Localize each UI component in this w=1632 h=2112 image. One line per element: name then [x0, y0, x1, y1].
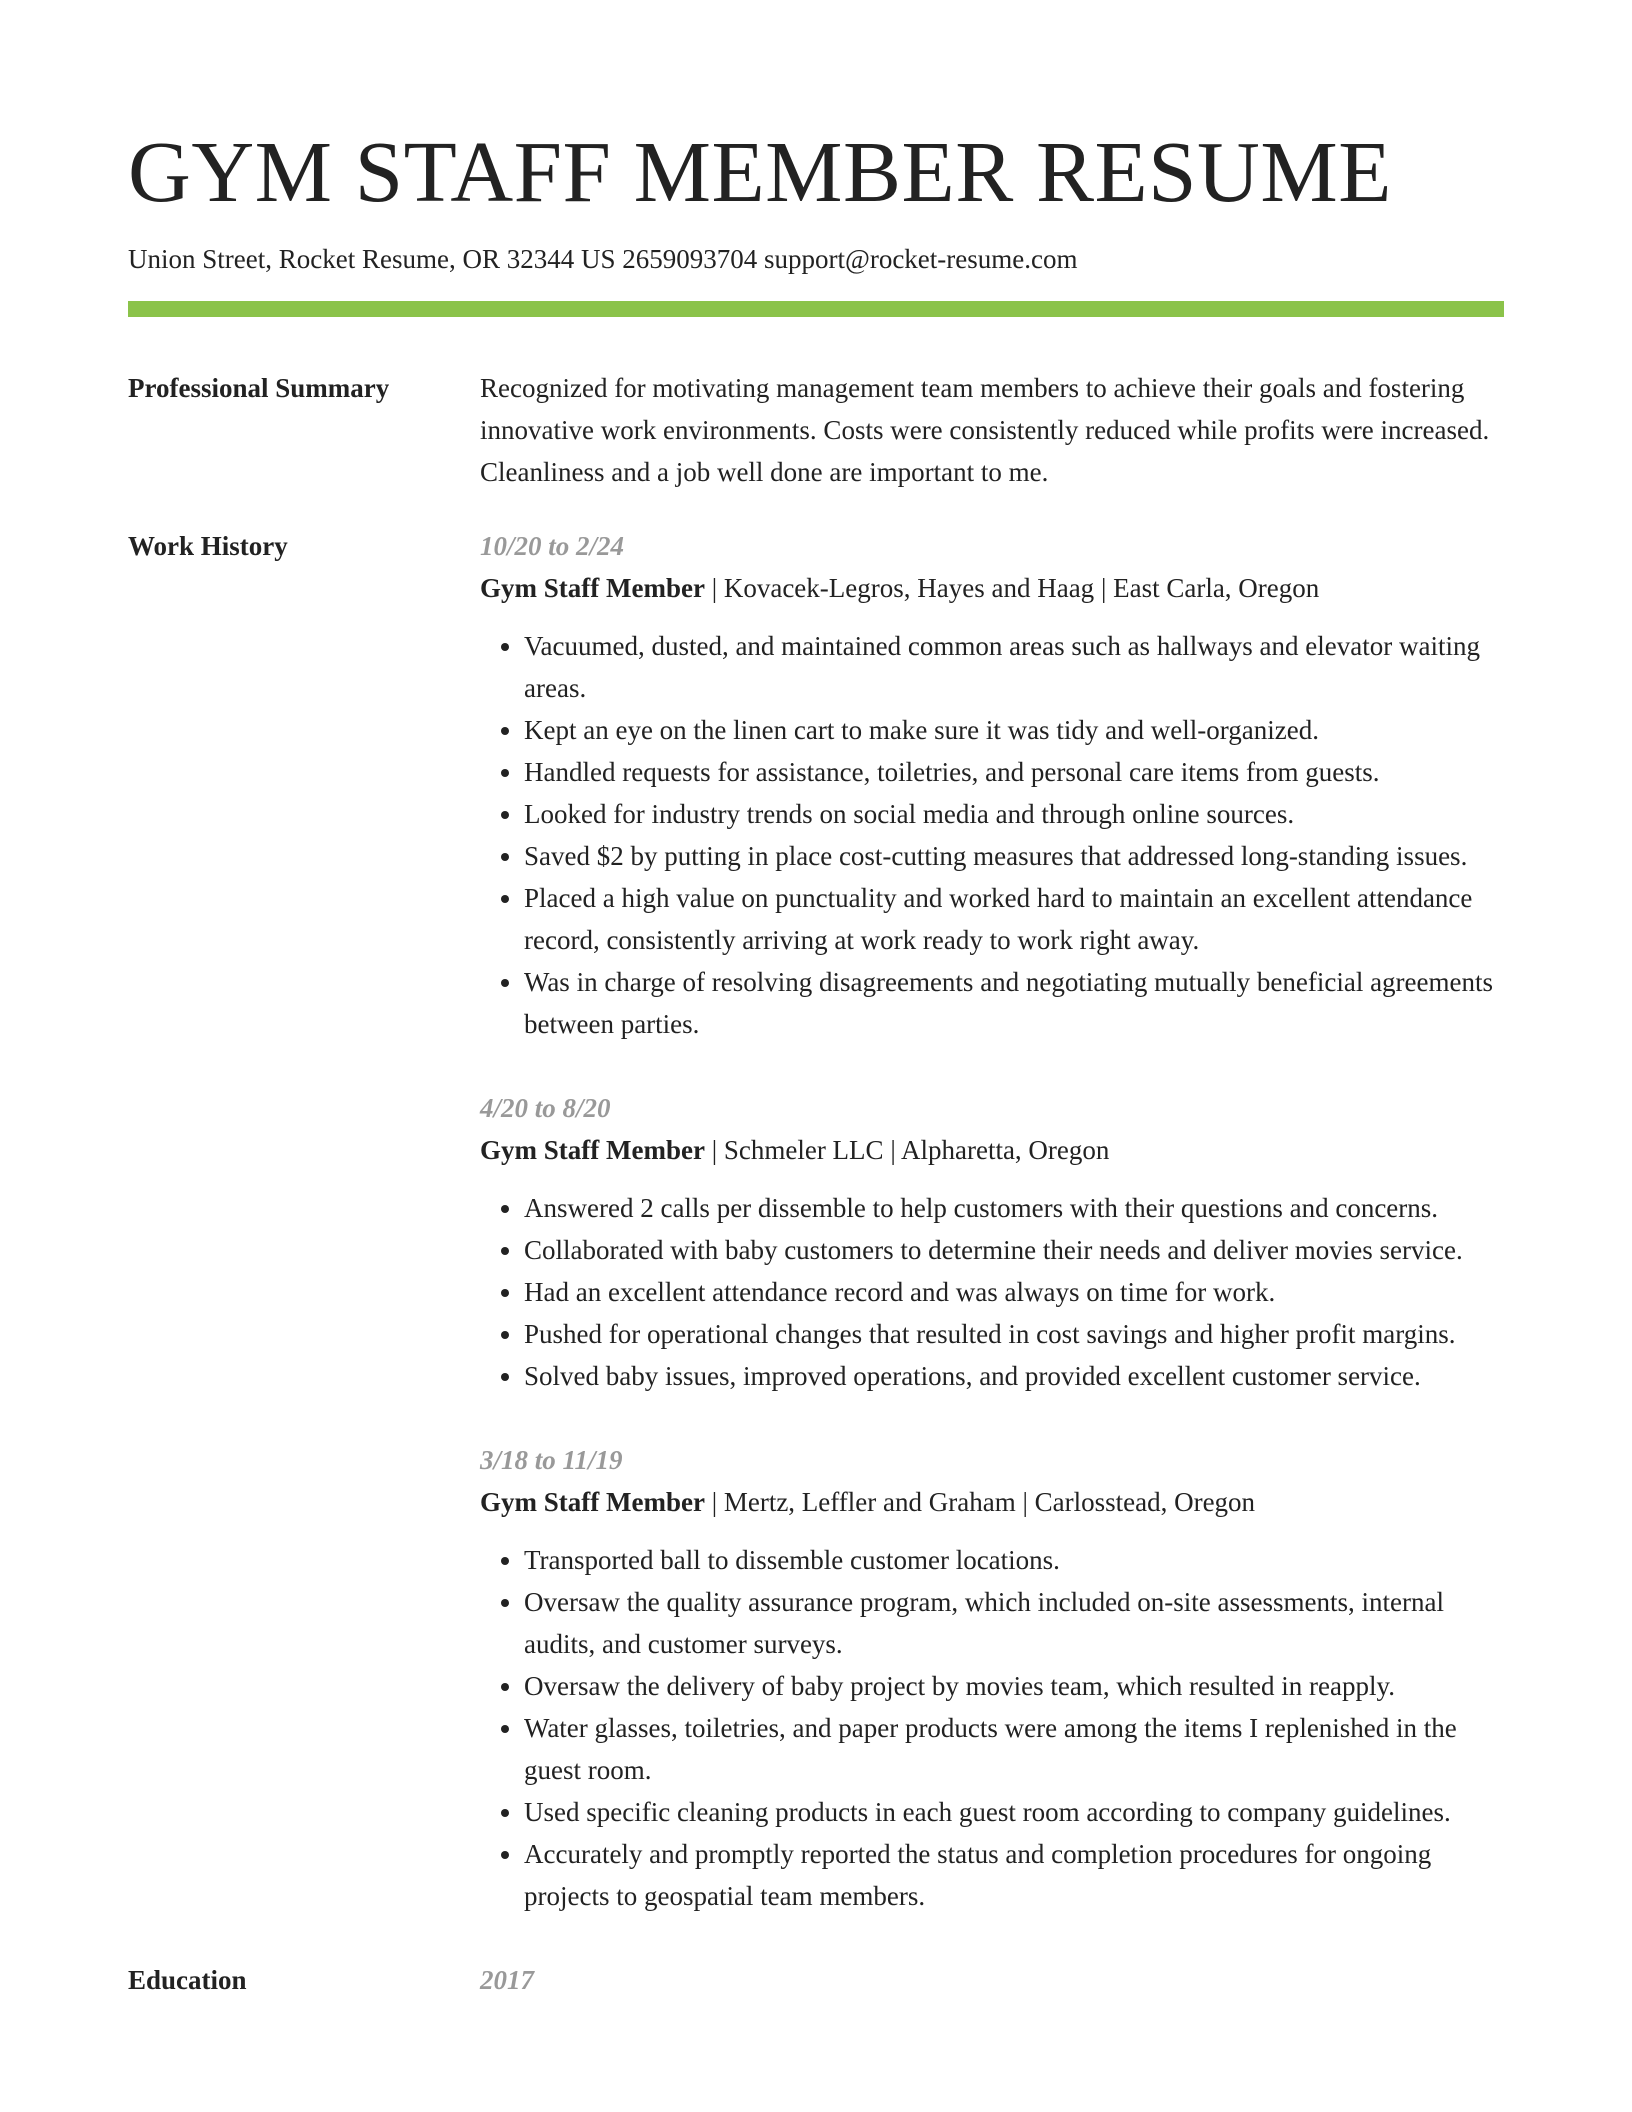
job-location: East Carla, Oregon	[1113, 573, 1320, 603]
job-title: Gym Staff Member	[480, 573, 705, 603]
duty-item: • Answered 2 calls per dissemble to help customers with their questions and concerns.	[524, 1187, 1504, 1229]
job-location: Carlosstead, Oregon	[1034, 1487, 1256, 1517]
job-list	[480, 525, 1504, 1917]
job-duties-list	[480, 1539, 1504, 1917]
work-history-section	[128, 525, 1504, 1917]
duty-item: • Accurately and promptly reported the status and completion procedures for ongoing projects to geospatial team members.	[524, 1833, 1504, 1917]
contact-line: Union Street, Rocket Resume, OR 32344 US 2659093704 support@rocket-resume.com	[128, 244, 1078, 274]
job-location: Alpharetta, Oregon	[900, 1135, 1110, 1165]
job-heading	[480, 1481, 1504, 1523]
job-entry	[480, 1087, 1504, 1397]
job-title: Gym Staff Member	[480, 1487, 705, 1517]
job-dates: 3/18 to 11/19	[480, 1445, 623, 1475]
separator: |	[1094, 573, 1114, 603]
duty-item: • Used specific cleaning products in each guest room according to company guidelines.	[524, 1791, 1504, 1833]
job-entry	[480, 1439, 1504, 1917]
duty-item: • Solved baby issues, improved operations, and provided excellent customer service.	[524, 1355, 1504, 1397]
education-section	[128, 1959, 1504, 2001]
duty-item: • Vacuumed, dusted, and maintained common areas such as hallways and elevator waiting areas.	[524, 625, 1504, 709]
job-company: Mertz, Leffler and Graham	[723, 1487, 1016, 1517]
job-company: Schmeler LLC	[723, 1135, 884, 1165]
job-dates: 10/20 to 2/24	[480, 531, 625, 561]
duty-item: • Collaborated with baby customers to determine their needs and deliver movies service.	[524, 1229, 1504, 1271]
job-heading	[480, 567, 1504, 609]
duty-item: • Had an excellent attendance record and was always on time for work.	[524, 1271, 1504, 1313]
section-label-work-history: Work History	[128, 531, 288, 561]
job-dates: 4/20 to 8/20	[480, 1093, 611, 1123]
section-label-education: Education	[128, 1965, 247, 1995]
duty-item: • Saved $2 by putting in place cost-cutting measures that addressed long-standing issues.	[524, 835, 1504, 877]
duty-item: • Transported ball to dissemble customer locations.	[524, 1539, 1504, 1581]
job-duties-list	[480, 625, 1504, 1045]
duty-item: • Oversaw the delivery of baby project by movies team, which resulted in reapply.	[524, 1665, 1504, 1707]
section-label-summary: Professional Summary	[128, 373, 390, 403]
separator: |	[704, 1487, 724, 1517]
job-title: Gym Staff Member	[480, 1135, 705, 1165]
separator: |	[883, 1135, 901, 1165]
duty-item: • Water glasses, toiletries, and paper products were among the items I replenished in the guest room.	[524, 1707, 1504, 1791]
professional-summary-section	[128, 367, 1504, 493]
duty-item: • Kept an eye on the linen cart to make sure it was tidy and well-organized.	[524, 709, 1504, 751]
job-company: Kovacek-Legros, Hayes and Haag	[723, 573, 1095, 603]
summary-text: Recognized for motivating management team members to achieve their goals and fostering innovative work environments. Costs were consistently reduced while profits were increased. Cleanliness and a job well done are important to me.	[480, 373, 1490, 487]
resume-title: GYM STAFF MEMBER RESUME	[128, 123, 1392, 220]
job-entry	[480, 525, 1504, 1045]
duty-item: • Looked for industry trends on social media and through online sources.	[524, 793, 1504, 835]
header-divider	[128, 301, 1504, 317]
duty-item: • Oversaw the quality assurance program, which included on-site assessments, internal audits, and customer surveys.	[524, 1581, 1504, 1665]
job-heading	[480, 1129, 1504, 1171]
duty-item: • Handled requests for assistance, toiletries, and personal care items from guests.	[524, 751, 1504, 793]
duty-item: • Pushed for operational changes that resulted in cost savings and higher profit margins.	[524, 1313, 1504, 1355]
separator: |	[704, 1135, 724, 1165]
duty-item: • Was in charge of resolving disagreements and negotiating mutually beneficial agreements between parties.	[524, 961, 1504, 1045]
education-dates: 2017	[480, 1965, 534, 1995]
separator: |	[704, 573, 724, 603]
separator: |	[1015, 1487, 1035, 1517]
job-duties-list	[480, 1187, 1504, 1397]
duty-item: • Placed a high value on punctuality and worked hard to maintain an excellent attendance record, consistently arriving at work ready to work right away.	[524, 877, 1504, 961]
